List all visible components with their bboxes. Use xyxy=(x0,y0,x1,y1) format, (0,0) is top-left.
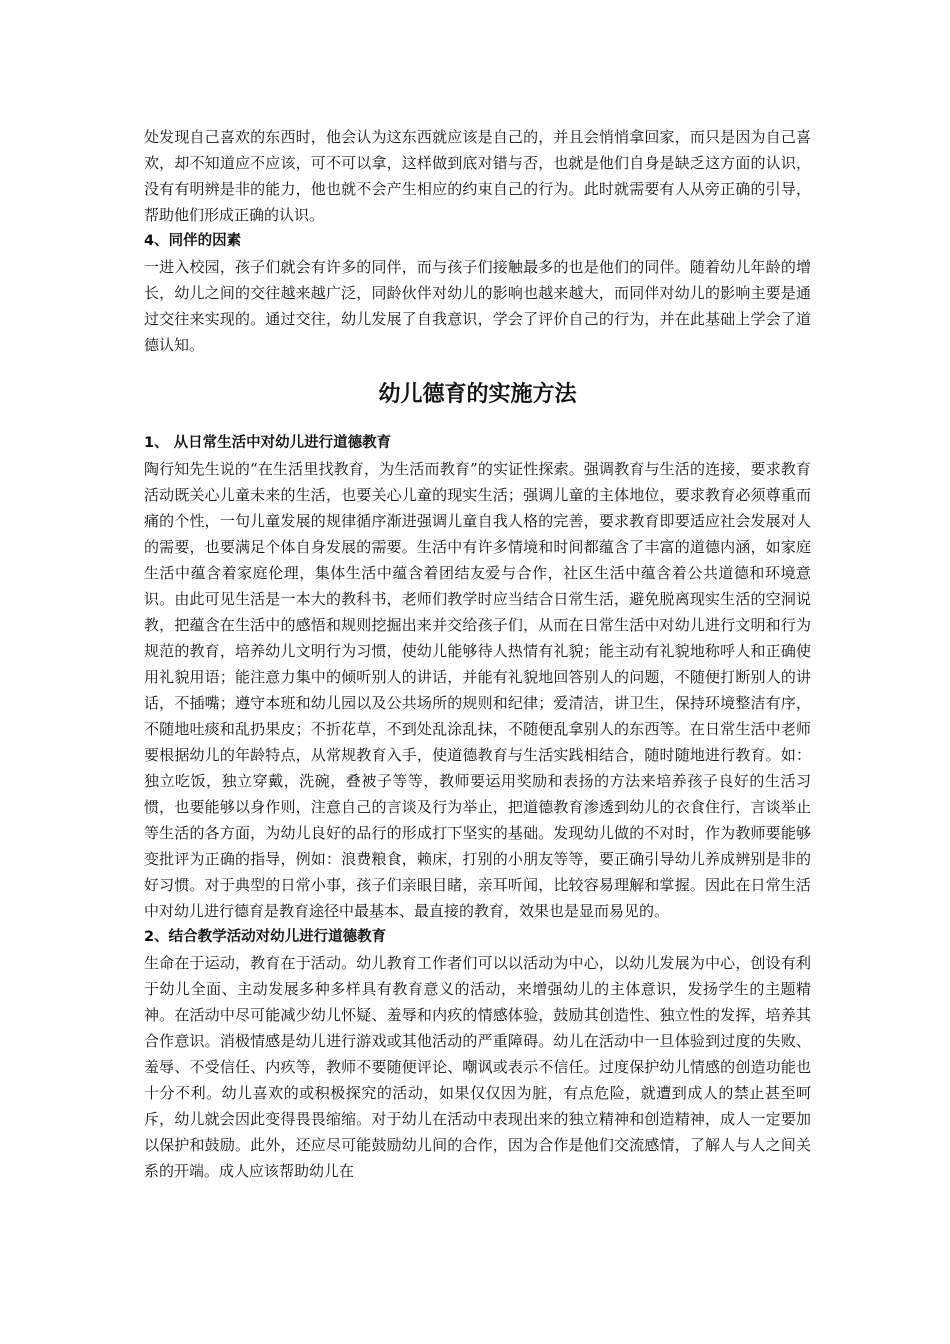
heading-teaching-activities: 2、结合教学活动对幼儿进行道德教育 xyxy=(144,929,387,945)
paragraph-daily-life: 陶行知先生说的“在生活里找教育，为生活而教育”的实证性探索。强调教育与生活的连接，要求教育活动既关心儿童未来的生活，也要关心儿童的现实生活；强调儿童的主体地位，要求教育必须尊重而痛的个性，一句儿童发展的规律循序渐进强调儿童自我人格的完善，要求教育即要适应社会发展对人的需要，也要满足个体自身发展的需要。生活中有许多情境和时间都蕴含了丰富的道德内涵，如家庭生活中蕴含着家庭伦理，集体生活中蕴含着团结友爱与合作，社区生活中蕴含着公共道德和环境意识。由此可见生活是一本大的教科书，老师们教学时应当结合日常生活，避免脱离现实生活的空洞说教，把蕴含在生活中的感悟和规则挖掘出来并交给孩子们，从而在日常生活中对幼儿进行文明和行为规范的教育，培养幼儿文明行为习惯，使幼儿能够待人热情有礼貌；能主动有礼貌地称呼人和正确使用礼貌用语；能注意力集中的倾听别人的讲话，并能有礼貌地回答别人的问题，不随便打断别人的讲话，不插嘴；遵守本班和幼儿园以及公共场所的规则和纪律；爱清洁，讲卫生，保持环境整洁有序，不随地吐痰和乱扔果皮；不折花草，不到处乱涂乱抹，不随便乱拿别人的东西等。在日常生活中老师要根据幼儿的年龄特点，从常规教育入手，使道德教育与生活实践相结合，随时随地进行教育。如：独立吃饭，独立穿戴，洗碗，叠被子等等，教师要运用奖励和表扬的方法来培养孩子良好的生活习惯，也要能够以身作则，注意自己的言谈及行为举止，把道德教育渗透到幼儿的衣食住行，言谈举止等生活的各方面，为幼儿良好的品行的形成打下坚实的基础。发现幼儿做的不对时，作为教师要能够变批评为正确的指导，例如：浪费粮食，赖床，打别的小朋友等等，要正确引导幼儿养成辨别是非的好习惯。对于典型的日常小事，孩子们亲眼目睹，亲耳听闻，比较容易理解和掌握。因此在日常生活中对幼儿进行德育是教育途径中最基本、最直接的教育，效果也是显而易见的。 xyxy=(144,460,811,920)
heading-daily-life: 1、 从日常生活中对幼儿进行道德教育 xyxy=(144,435,392,451)
heading-peer-factor: 4、同伴的因素 xyxy=(144,233,242,249)
section-title: 幼儿德育的实施方法 xyxy=(378,382,577,407)
paragraph-peer-factor: 一进入校园，孩子们就会有许多的同伴，而与孩子们接触最多的也是他们的同伴。随着幼儿年龄的增长，幼儿之间的交往越来越广泛，同龄伙伴对幼儿的影响也越来越大，而同伴对幼儿的影响主要是通过交往来实现的。通过交往，幼儿发展了自我意识，学会了评价自己的行为，并在此基础上学会了道德认知。 xyxy=(144,258,811,354)
paragraph-teaching-activities: 生命在于运动，教育在于活动。幼儿教育工作者们可以以活动为中心，以幼儿发展为中心，创设有利于幼儿全面、主动发展多种多样具有教育意义的活动，来增强幼儿的主体意识，发扬学生的主题精神。在活动中尽可能减少幼儿怀疑、羞辱和内疚的情感体验，鼓励其创造性、独立性的发挥，培养其合作意识。消极情感是幼儿进行游戏或其他活动的严重障碍。幼儿在活动中一旦体验到过度的失败、羞辱、不受信任、内疚等，教师不要随便评论、嘲讽或表示不信任。过度保护幼儿情感的创造功能也十分不利。幼儿喜欢的或积极探究的活动，如果仅仅因为脏，有点危险，就遭到成人的禁止甚至呵斥，幼儿就会因此变得畏畏缩缩。对于幼儿在活动中表现出来的独立精神和创造精神，成人一定要加以保护和鼓励。此外，还应尽可能鼓励幼儿间的合作，因为合作是他们交流感情，了解人与人之间关系的开端。成人应该帮助幼儿在 xyxy=(144,954,811,1180)
intro-paragraph: 处发现自己喜欢的东西时，他会认为这东西就应该是自己的，并且会悄悄拿回家，而只是因为自己喜欢，却不知道应不应该，可不可以拿，这样做到底对错与否，也就是他们自身是缺乏这方面的认识，没有有明辨是非的能力，他也就不会产生相应的约束自己的行为。此时就需要有人从旁正确的引导，帮助他们形成正确的认识。 xyxy=(144,128,811,224)
document-page xyxy=(144,124,811,1184)
